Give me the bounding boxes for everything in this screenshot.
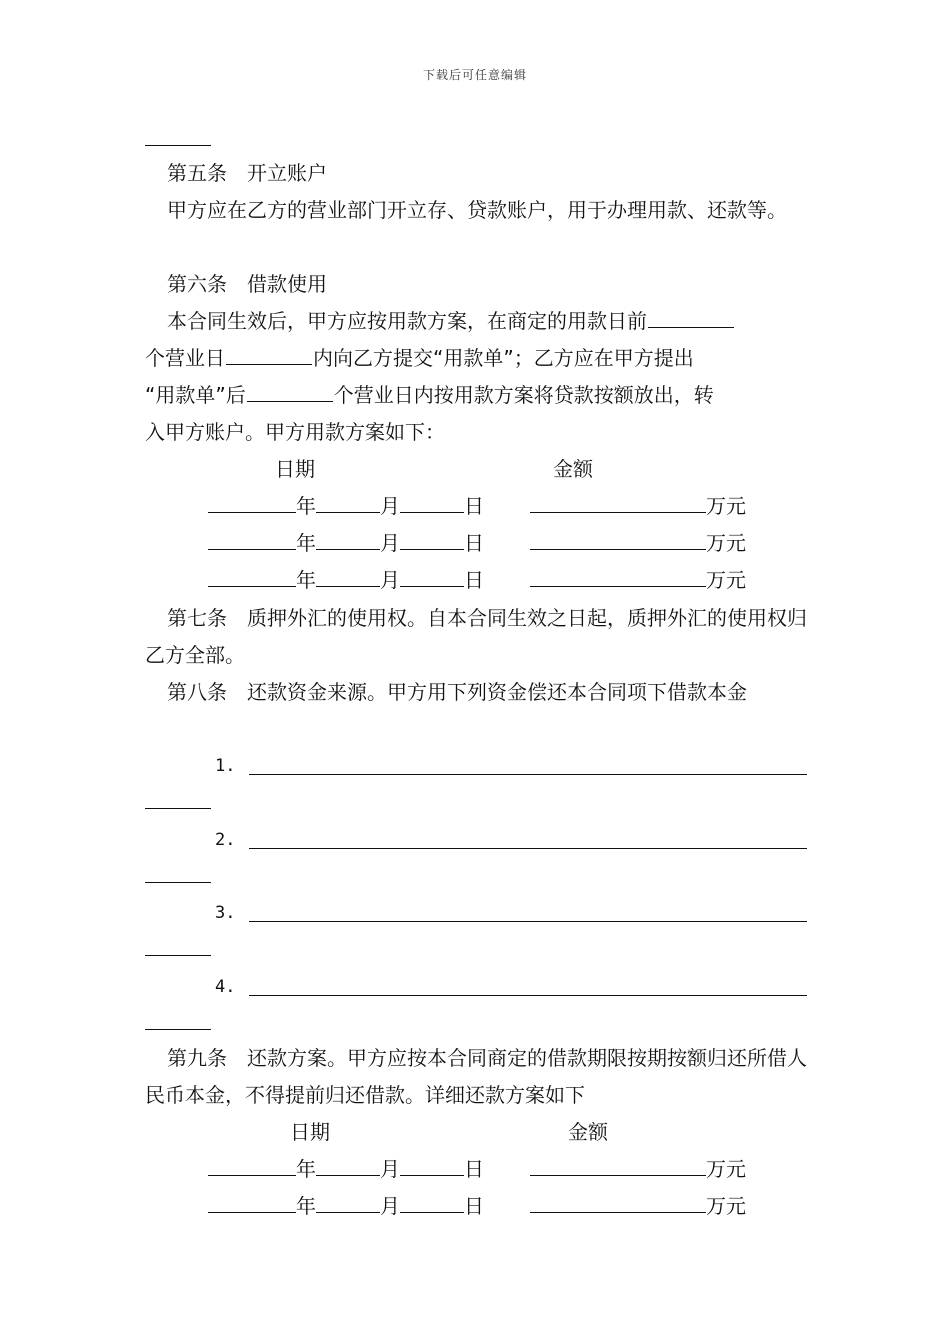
- article-6-line-3-a: “用款单”后: [145, 383, 246, 407]
- article-6-line-1: [167, 303, 735, 340]
- column-date-header: 日期: [275, 457, 315, 481]
- article-6-line-4: 入甲方账户。甲方用款方案如下：: [145, 420, 445, 444]
- article-6-line-3-b: 个营业日内按用款方案将贷款按额放出，转: [333, 383, 714, 407]
- schedule-row: 年 月 日 万元: [208, 525, 746, 562]
- article-7: 第七条 质押外汇的使用权。自本合同生效之日起，质押外汇的使用权归乙方全部。: [145, 606, 807, 667]
- blank-line: [145, 145, 211, 146]
- schedule-row: 年 月 日 万元: [208, 488, 746, 525]
- column-amount-header: 金额: [553, 457, 593, 481]
- blank-line: [145, 882, 211, 883]
- fund-source-item: 2.: [145, 822, 807, 859]
- repayment-row: 年 月 日 万元: [208, 1151, 746, 1188]
- blank-field: [648, 303, 734, 328]
- repayment-row: 年 月 日 万元: [208, 1188, 746, 1225]
- article-6-line-3: [145, 377, 714, 414]
- page-header: 下载后可任意编辑: [422, 68, 527, 82]
- article-6-line-2-a: 个营业日: [145, 346, 225, 370]
- column-amount-header: 金额: [568, 1120, 608, 1144]
- article-5-title: 第五条 开立账户: [167, 161, 327, 185]
- article-6-title: 第六条 借款使用: [167, 272, 327, 296]
- fund-source-item: 4.: [145, 969, 807, 1006]
- blank-field: [247, 377, 333, 402]
- article-6-line-2-b: 内向乙方提交“用款单”；乙方应在甲方提出: [313, 346, 694, 370]
- column-date-header: 日期: [290, 1120, 330, 1144]
- article-6-line-1-text: 本合同生效后，甲方应按用款方案，在商定的用款日前: [167, 309, 647, 333]
- blank-field: [226, 340, 312, 365]
- article-9: 第九条 还款方案。甲方应按本合同商定的借款期限按期按额归还所借人民币本金，不得提前归还借款。详细还款方案如下: [145, 1046, 807, 1107]
- article-5-body: 甲方应在乙方的营业部门开立存、贷款账户，用于办理用款、还款等。: [167, 198, 787, 222]
- blank-line: [145, 808, 211, 809]
- fund-source-item: 1.: [145, 748, 807, 785]
- schedule-row: 年 月 日 万元: [208, 562, 746, 599]
- article-8: 第八条 还款资金来源。甲方用下列资金偿还本合同项下借款本金: [167, 680, 747, 704]
- article-6-line-2: [145, 340, 694, 377]
- blank-line: [145, 1029, 211, 1030]
- fund-source-item: 3.: [145, 895, 807, 932]
- blank-line: [145, 955, 211, 956]
